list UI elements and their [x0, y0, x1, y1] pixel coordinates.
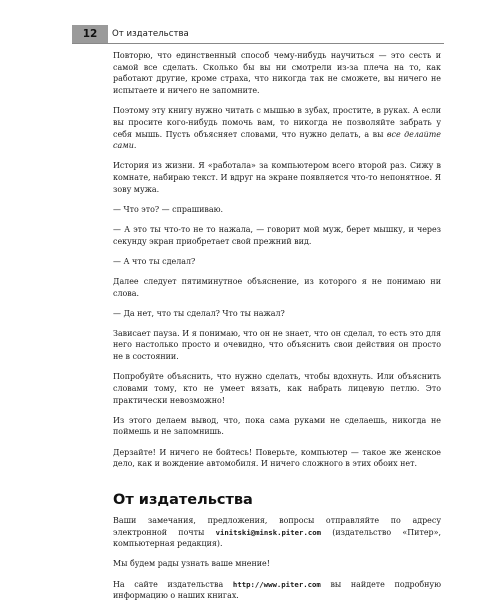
running-header — [72, 25, 444, 44]
website-url: http://www.piter.com — [232, 579, 321, 589]
paragraph-4: — Что это? — спрашиваю. — [113, 204, 223, 214]
page-number: 12 — [72, 25, 108, 43]
paragraph-10: Попробуйте объяснить, что нужно сделать, чтобы вдохнуть. Или объяснить словами тому, кто не умеет вязать, как набрать лицевую петлю. Это практически невозможно! — [113, 372, 441, 405]
paragraph-2 — [113, 105, 441, 152]
paragraph-7: Далее следует пятиминутное объяснение, из которого я не понимаю ни слова. — [113, 276, 441, 298]
paragraph-6: — А что ты сделал? — [113, 256, 196, 266]
paragraph-1: Повторю, что единственный способ чему-нибудь научиться — это сесть и самой все сделать. Сколько бы вы ни смотрели из-за плеча на то, как работают другие, кроме страха, что никогда так не сможете, вы ничего не испытаете и ничего не запомните. — [113, 51, 441, 96]
section-heading: От издательства — [113, 491, 253, 508]
section-paragraph-3 — [113, 579, 441, 602]
running-title: От издательства — [112, 29, 189, 39]
section-paragraph-3-text: На сайте издательства — [113, 579, 233, 589]
paragraph-3: История из жизни. Я «работала» за компьютером всего второй раз. Сижу в комнате, набираю текст. И вдруг на экране появляется что-то непонятное. Я зову мужа. — [113, 161, 441, 194]
paragraph-5: — А это ты что-то не то нажала, — говорит мой муж, берет мышку, и через секунду экран приобретает свой прежний вид. — [113, 225, 441, 246]
section-paragraph-1 — [113, 515, 441, 550]
page-content — [113, 50, 441, 610]
section-paragraph-2: Мы будем рады узнать ваше мнение! — [113, 559, 270, 569]
paragraph-12: Дерзайте! И ничего не бойтесь! Поверьте, компьютер — такое же женское дело, как и вождение автомобиля. И ничего сложного в этих обоих нет. — [113, 447, 441, 469]
paragraph-2-end: . — [133, 141, 137, 151]
section-paragraph-1-end: (издательство «Питер», компьютерная редакция). — [113, 527, 441, 549]
section-paragraph-1-text: Ваши замечания, предложения, вопросы отправляйте по адресу электронной почты — [113, 515, 441, 537]
email-address: vinitski@minsk.piter.com — [215, 527, 322, 537]
paragraph-9: Зависает пауза. И я понимаю, что он не знает, что он сделал, то есть это для него настолько просто и очевидно, что объяснить свои действия он просто не в состоянии. — [113, 328, 441, 362]
paragraph-2-emphasis: все делайте сами — [113, 129, 441, 151]
paragraph-8: — Да нет, что ты сделал? Что ты нажал? — [113, 308, 285, 318]
paragraph-2-text: Поэтому эту книгу нужно читать с мышью в зубах, простите, в руках. А если вы просите кого-нибудь помочь вам, то никогда не позволяйте забрать у себя мышь. Пусть объясняет словами, что нужно делать, а вы — [113, 106, 441, 139]
paragraph-11: Из этого делаем вывод, что, пока сама руками не сделаешь, никогда не поймешь и не запомнишь. — [113, 415, 441, 437]
section-paragraph-3-end: вы найдете подробную информацию о наших книгах. — [113, 579, 442, 601]
